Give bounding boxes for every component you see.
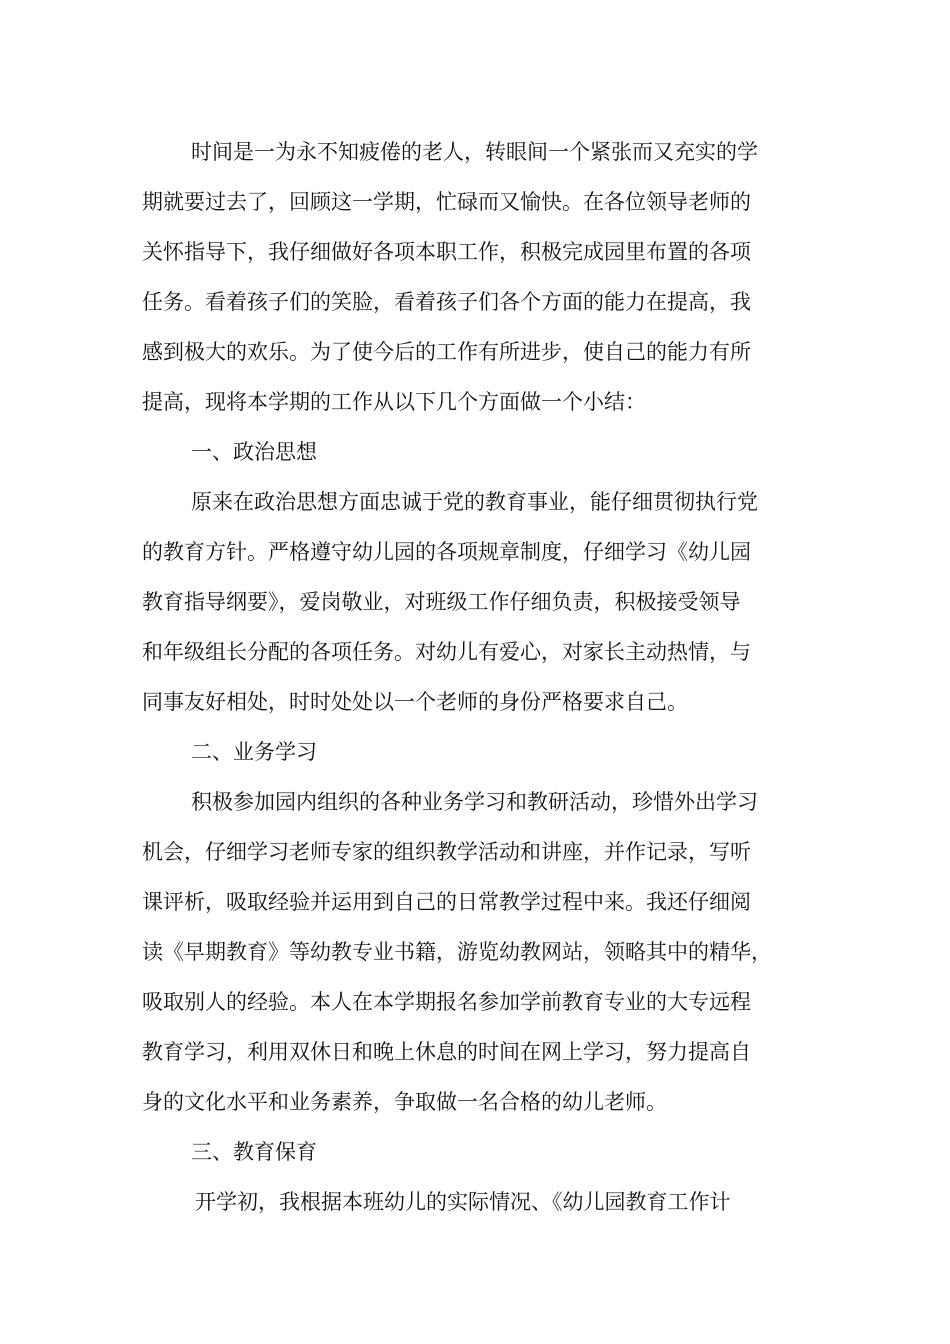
paragraph-line: 期就要过去了，回顾这一学期，忙碌而又愉快。在各位领导老师的 bbox=[142, 190, 751, 214]
paragraph-line: 时间是一为永不知疲倦的老人，转眼间一个紧张而又充实的学 bbox=[191, 140, 758, 164]
paragraph-line: 教育指导纲要》，爱岗敬业，对班级工作仔细负责，积极接受领导 bbox=[142, 590, 741, 614]
paragraph-line: 吸取别人的经验。本人在本学期报名参加学前教育专业的大专远程 bbox=[142, 990, 751, 1014]
paragraph-line: 同事友好相处，时时处处以一个老师的身份严格要求自己。 bbox=[142, 690, 688, 714]
paragraph-line: 机会，仔细学习老师专家的组织教学活动和讲座，并作记录，写听 bbox=[142, 840, 751, 864]
paragraph-line: 感到极大的欢乐。为了使今后的工作有所进步，使自己的能力有所 bbox=[142, 340, 751, 364]
paragraph-line: 原来在政治思想方面忠诚于党的教育事业，能仔细贯彻执行党 bbox=[191, 490, 758, 514]
section-heading: 一、政治思想 bbox=[191, 440, 317, 464]
paragraph-line: 和年级组长分配的各项任务。对幼儿有爱心，对家长主动热情，与 bbox=[142, 640, 751, 664]
paragraph-line: 身的文化水平和业务素养，争取做一名合格的幼儿老师。 bbox=[142, 1090, 667, 1114]
paragraph-line: 关怀指导下，我仔细做好各项本职工作，积极完成园里布置的各项 bbox=[142, 240, 751, 264]
paragraph-line: 提高，现将本学期的工作从以下几个方面做一个小结： bbox=[142, 390, 646, 414]
paragraph-line: 课评析，吸取经验并运用到自己的日常教学过程中来。我还仔细阅 bbox=[142, 890, 751, 914]
paragraph-line: 任务。看着孩子们的笑脸，看着孩子们各个方面的能力在提高，我 bbox=[142, 290, 751, 314]
paragraph-line: 读《早期教育》等幼教专业书籍，游览幼教网站，领略其中的精华， bbox=[142, 940, 772, 964]
paragraph-line: 积极参加园内组织的各种业务学习和教研活动，珍惜外出学习 bbox=[191, 790, 758, 814]
section-heading: 三、教育保育 bbox=[191, 1140, 317, 1164]
paragraph-line: 教育学习，利用双休日和晚上休息的时间在网上学习，努力提高自 bbox=[142, 1040, 751, 1064]
section-heading: 二、业务学习 bbox=[191, 740, 317, 764]
paragraph-line: 的教育方针。严格遵守幼儿园的各项规章制度，仔细学习《幼儿园 bbox=[142, 540, 751, 564]
paragraph-line: 开学初，我根据本班幼儿的实际情况、《幼儿园教育工作计 bbox=[195, 1190, 731, 1214]
